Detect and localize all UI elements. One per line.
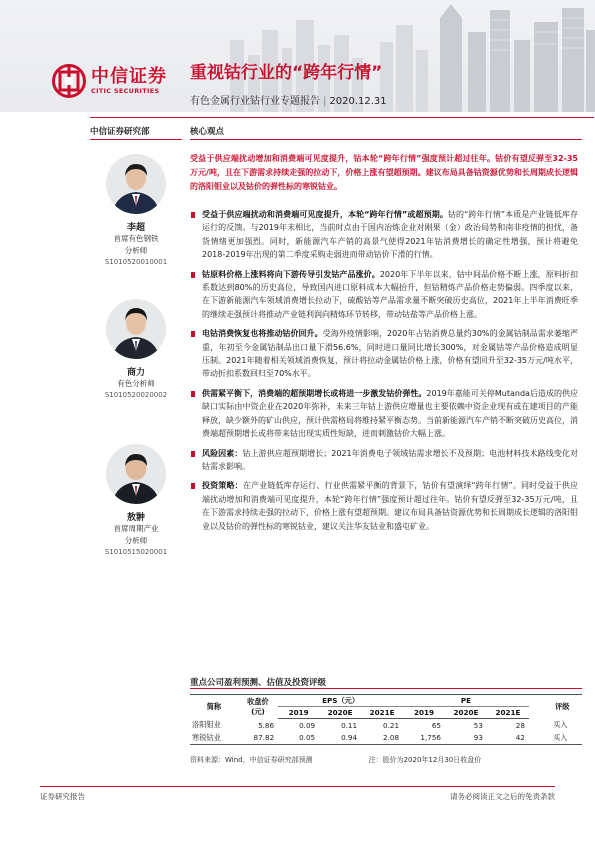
analyst-name: 敖翀: [126, 513, 145, 523]
key-point-body: 钴的“跨年行情”本质是产业链低库存运行的反馈。与2019年末相比，当前时点由于国内冶炼企业对刚果（金）政治局势和南非疫情的担忧，备货情绪更加强烈。同时，新能源汽车产销的高景气使得2021年钴消费增长的确定性增强，预计将避免2018-2019年出现的第二季度采购走弱进而带动钴价下滑的行情。: [202, 210, 578, 260]
table-cell: 42: [487, 732, 529, 745]
valuation-table: [190, 694, 582, 745]
table-cell: 0.21: [383, 720, 400, 730]
column-header-year: 2021E: [487, 707, 529, 719]
analyst-photo: [106, 444, 166, 504]
institute-name: 中信证券研究部: [90, 127, 150, 137]
table-divider: [190, 688, 582, 689]
header-divider: [90, 117, 594, 118]
table-cell: 1,756: [403, 732, 445, 745]
table-title: 重点公司盈利预测、估值及投资评级: [190, 678, 327, 688]
analyst-license-id: S1010515020001: [104, 548, 168, 556]
table-row: [190, 719, 582, 732]
key-point: [190, 327, 582, 381]
title-divider: |: [323, 96, 327, 107]
bullet-marker-icon: [191, 451, 195, 457]
bullet-marker-icon: [191, 272, 195, 278]
table-cell: 87.82: [238, 732, 278, 745]
analyst-title: 分析师: [124, 536, 148, 545]
table-row: [190, 732, 582, 745]
table-cell: 0.94: [319, 732, 361, 745]
analyst-title: 分析师: [124, 246, 148, 255]
analyst-photo: [106, 299, 166, 359]
table-cell: 93: [445, 732, 487, 745]
analyst-license-id: S1010520020002: [104, 391, 168, 399]
analyst-title: 首席有色钢铁: [113, 234, 159, 243]
sidebar-divider: [90, 139, 182, 140]
key-point-body: 2019年嘉能可关停Mutanda后造成的供应缺口实际由中资企业在2020年弥补，未来三年钴上游供应增量也主要依赖中资企业现有或在建项目的产能释放，缺少额外的矿山供应，预计供需格局将维持紧平衡态势。当前新能源汽车产销不断突破历史高位，消费端超预期增长或将带来钴出现实质性短缺，进而刺激钴价大幅上涨。: [202, 388, 579, 439]
table-cell: 0.09: [299, 720, 316, 730]
table-cell: 0.11: [341, 720, 358, 730]
report-subtitle: 有色金属行业钴行业专题报告: [190, 96, 320, 107]
key-point: [190, 447, 582, 474]
citic-logo-icon: [52, 64, 86, 98]
table-cell: 洛阳钼业: [192, 720, 221, 729]
key-point-lead: 钴原料价格上涨料将向下游传导引发钴产品涨价。: [202, 269, 380, 279]
key-point: [190, 387, 582, 441]
bullet-marker-icon: [191, 391, 195, 397]
brand-name-cn: 中信证券: [91, 65, 167, 87]
key-point: [190, 268, 582, 322]
analyst-card: [86, 444, 186, 575]
table-cell: 2.08: [361, 732, 403, 745]
analyst-title: 首席周期产业: [113, 524, 159, 533]
column-header-year: 2020E: [319, 707, 361, 719]
table-cell: 5.86: [258, 720, 275, 730]
column-header-year: 2020E: [445, 707, 487, 719]
table-cell: 53: [473, 720, 483, 730]
analyst-title: 有色分析师: [117, 379, 155, 388]
section-divider: [190, 139, 582, 140]
analyst-name: 商力: [126, 368, 145, 378]
page-footer: [40, 786, 555, 802]
analyst-card: [86, 154, 186, 285]
analyst-photo: [106, 154, 166, 214]
footer-disclaimer-text: 请务必阅读正文之后的免责条款: [450, 792, 555, 801]
table-source: 资料来源：Wind，中信证券研究部预测: [190, 756, 313, 764]
analyst-license-id: S1010520010001: [104, 258, 168, 266]
analyst-sidebar: [86, 125, 186, 575]
key-point-lead: 电钴消费恢复也将推动钴价回升。: [202, 329, 323, 339]
column-header: [238, 695, 278, 719]
table-cell: 买入: [543, 732, 582, 745]
report-date: 2020.12.31: [329, 96, 387, 107]
report-subtitle-line: [190, 92, 387, 107]
section-heading: 核心观点: [190, 127, 225, 137]
key-point-body: 受海外疫情影响，2020年占钴消费总量约30%的金属钴制品需求萎缩严重，年初至今金属钴制品出口量下滑56.6%，同时进口量同比增长300%，对金属钴等产品价格造成明显压制。2021年随着相关领域消费恢复，预计将拉动金属钴价格上涨，价格有望回升至32-35万元/吨水平，带动折扣系数回归至70%水平。: [202, 329, 579, 379]
column-header: EPS（元）: [278, 695, 403, 707]
brand-name-en: CITIC SECURITIES: [91, 86, 160, 95]
core-views-section: [190, 125, 582, 533]
bullet-marker-icon: [191, 212, 195, 218]
table-cell: 65: [431, 720, 441, 730]
report-header: [0, 0, 595, 112]
column-header-year: 2021E: [361, 707, 403, 719]
column-header: 评级: [543, 695, 582, 719]
column-header-year: 2019: [403, 707, 445, 719]
summary-paragraph: 受益于供应端扰动增加和消费端可见度提升，钴本轮“跨年行情”强度预计超过往年。钴价有望反弹至32-35万元/吨，且在下游需求持续走强的拉动下，价格上涨有望超预期。建议布局具备钴资源优势和长周期成长逻辑的洛阳钼业以及钴价的弹性标的寒锐钴业。: [190, 154, 578, 191]
key-point-body: 在产业链低库存运行、行业供需紧平衡的背景下，钴价有望演绎“跨年行情”。同时受益于供应端扰动增加和消费端可见度提升，本轮“跨年行情”强度预计超过往年。钴价有望反弹至32-35万元/吨，且在下游需求持续走强的拉动下，价格上涨有望超预期。建议布局具备钴资源优势和长周期成长逻辑的洛阳钼业以及钴价的弹性标的寒锐钴业，建议关注华友钴业和盛屯矿业。: [202, 481, 578, 531]
table-source-line: [190, 755, 481, 765]
key-point-body: 2020年下半年以来，钴中间品价格不断上涨，原料折扣系数达到80%的历史高位，导致国内进口原料成本大幅抬升，但钴精炼产品价格走势偏弱。四季度以来，在下游新能源汽车领域消费增长拉动下，硫酸钴等产品需求量不断突破历史高位，2021年上半年消费旺季的继续走强预计将推动产业链利润向精炼环节转移，带动钴盐等产品价格上涨。: [202, 269, 579, 319]
analyst-card: [86, 299, 186, 430]
column-header-price-unit: (元): [251, 706, 265, 716]
bullet-marker-icon: [191, 483, 195, 489]
report-title: 重视钴行业的“跨年行情”: [190, 63, 383, 83]
table-note: 注：股价为2020年12月30日收盘价: [368, 756, 482, 764]
column-header-year: 2019: [278, 707, 319, 719]
bullet-marker-icon: [191, 331, 195, 337]
key-point-lead: 投资策略：: [202, 481, 243, 491]
footer-left-text: 证券研究报告: [40, 792, 85, 801]
key-point-lead: 供需紧平衡下，消费端的超预期增长或将进一步激发钴价弹性。: [202, 388, 427, 398]
citic-logo: [52, 64, 167, 98]
key-point: [190, 479, 582, 533]
table-cell: 0.05: [278, 732, 319, 745]
column-header: 简称: [190, 695, 238, 719]
key-point-body: 钴上游供应超预期增长；2021年消费电子领域钴需求增长不及预期；电池材料技术路线变化对钴需求影响。: [202, 448, 579, 471]
table-cell: 买入: [553, 720, 568, 729]
table-cell: 寒锐钴业: [190, 732, 238, 745]
key-point-lead: 风险因素：: [202, 448, 243, 458]
key-point: [190, 208, 582, 262]
column-header-price: 收盘价: [247, 696, 269, 706]
key-point-lead: 受益于供应端扰动和消费端可见度提升，本轮“跨年行情”或超预期。: [202, 210, 448, 219]
analyst-name: 李超: [126, 223, 145, 233]
table-cell: 28: [515, 720, 525, 730]
column-header: PE: [403, 695, 529, 707]
